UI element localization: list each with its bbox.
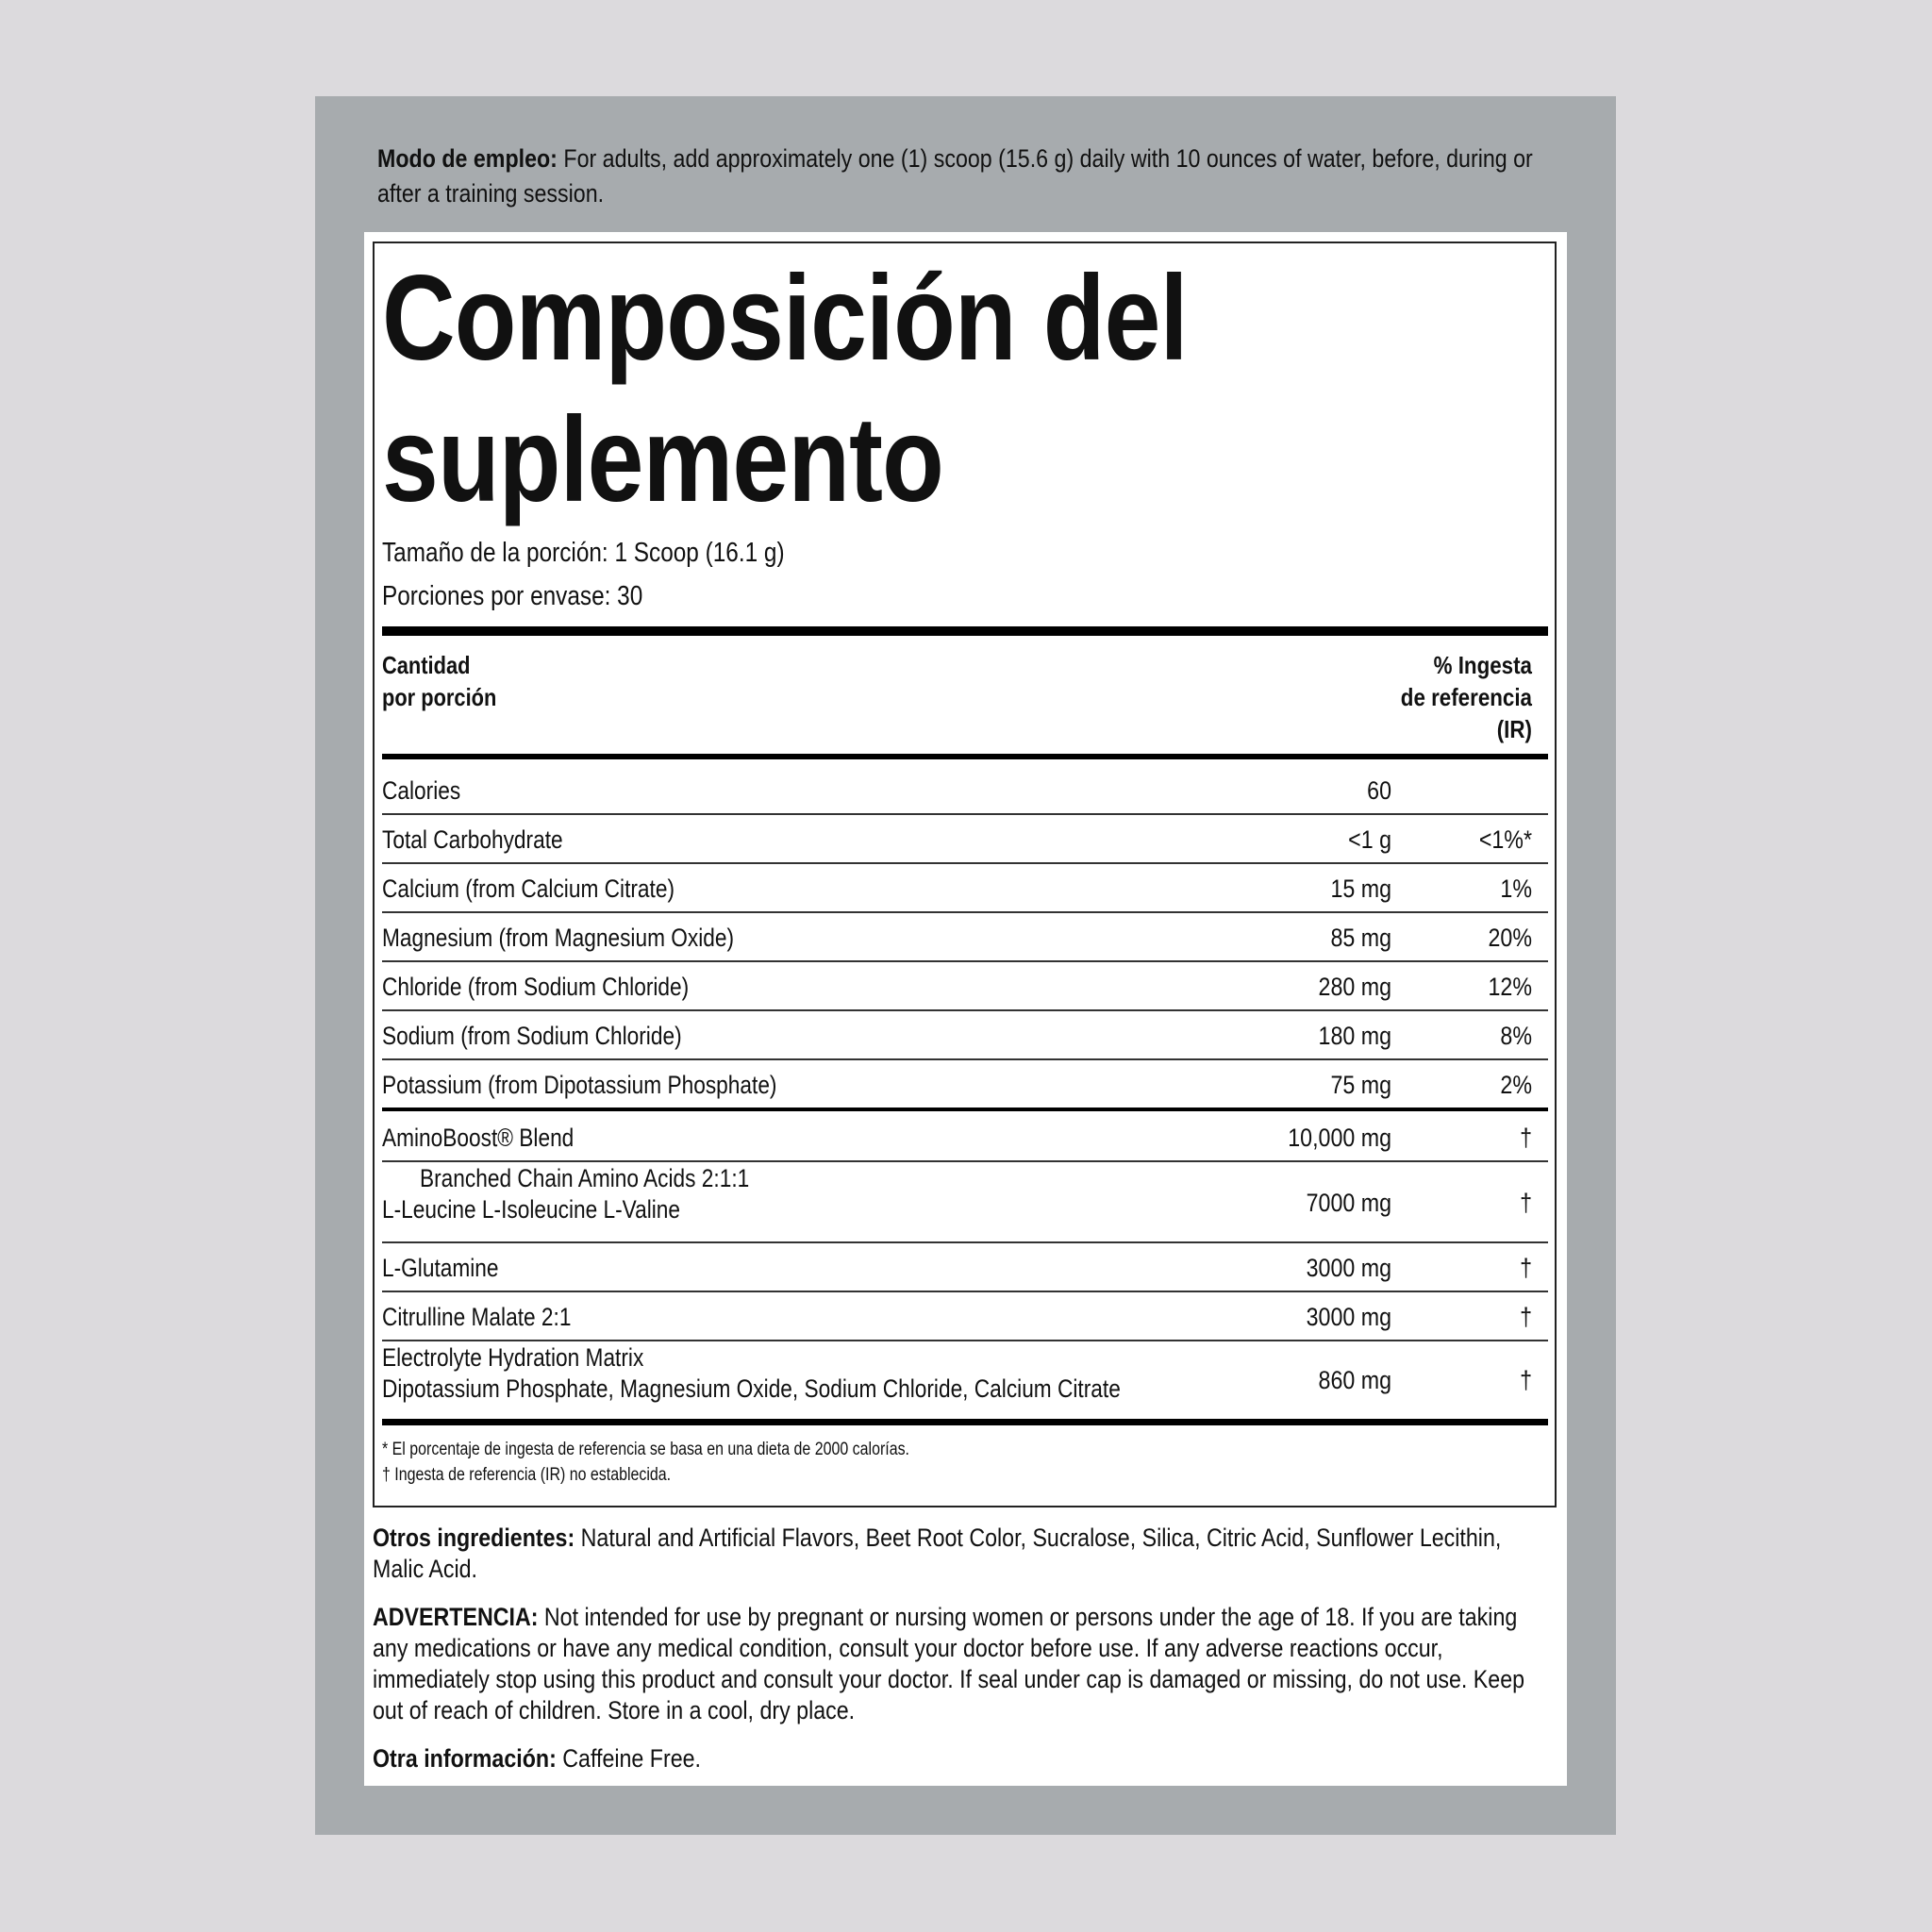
row-divider — [382, 1241, 1548, 1243]
header-right-line3: (IR) — [1496, 715, 1532, 743]
row-percent: 20% — [1488, 924, 1532, 952]
directions-body: For adults, add approximately one (1) scoop (15.6 g) daily with 10 ounces of water, before, during or after a training session. — [377, 144, 1533, 208]
row-amount: 85 mg — [1330, 924, 1391, 952]
warning-text: Not intended for use by pregnant or nursing women or persons under the age of 18. If you are taking any medications or have any medical condition, consult your doctor before use. If any adverse reactions occur, immediately stop using this product and consult your doctor. If seal under cap is damaged or missing, do not use. Keep out of reach of children. Store in a cool, dry place. — [373, 1603, 1525, 1724]
row-percent: † — [1520, 1189, 1532, 1217]
amount-per-serving-header — [382, 649, 496, 713]
directions-label: Modo de empleo: — [377, 144, 558, 173]
row-amount: 75 mg — [1330, 1071, 1391, 1099]
row-name: L-Glutamine — [382, 1254, 499, 1282]
other-info — [373, 1743, 1557, 1774]
other-info-text: Caffeine Free. — [562, 1744, 702, 1773]
row-amount: 860 mg — [1318, 1366, 1391, 1394]
row-percent: 2% — [1500, 1071, 1532, 1099]
footnote-percent: * El porcentaje de ingesta de referencia se basa en una dieta de 2000 calorías. — [382, 1440, 909, 1459]
header-left-line2: por porción — [382, 683, 497, 711]
facts-title-line1: Composición del — [382, 251, 1188, 386]
row-amount: 7000 mg — [1306, 1189, 1391, 1217]
row-subtext: L-Leucine L-Isoleucine L-Valine — [382, 1195, 681, 1224]
row-percent: 1% — [1500, 874, 1532, 903]
other-info-label: Otra información: — [373, 1744, 557, 1773]
row-amount: 280 mg — [1318, 973, 1391, 1001]
facts-title-line2: suplemento — [382, 392, 943, 527]
row-divider — [382, 1108, 1548, 1111]
row-subtext: Dipotassium Phosphate, Magnesium Oxide, Sodium Chloride, Calcium Citrate — [382, 1374, 1121, 1403]
row-name: Branched Chain Amino Acids 2:1:1 — [420, 1164, 750, 1192]
warning — [373, 1602, 1557, 1726]
row-percent: † — [1520, 1124, 1532, 1152]
row-amount: 10,000 mg — [1288, 1124, 1391, 1152]
row-name: Sodium (from Sodium Chloride) — [382, 1022, 682, 1050]
other-ingredients — [373, 1523, 1557, 1585]
row-name: Calcium (from Calcium Citrate) — [382, 874, 675, 903]
row-amount: 15 mg — [1330, 874, 1391, 903]
row-name: Calories — [382, 776, 461, 805]
row-percent: <1%* — [1478, 825, 1532, 854]
row-divider — [382, 862, 1548, 864]
row-percent: † — [1520, 1254, 1532, 1282]
row-divider — [382, 813, 1548, 815]
header-right-line1: % Ingesta — [1433, 651, 1532, 679]
row-percent: † — [1520, 1303, 1532, 1331]
row-amount: 180 mg — [1318, 1022, 1391, 1050]
directions-text — [377, 142, 1545, 211]
serving-size: Tamaño de la porción: 1 Scoop (16.1 g) — [382, 538, 785, 568]
row-amount: <1 g — [1348, 825, 1391, 854]
row-name: Electrolyte Hydration Matrix — [382, 1343, 644, 1372]
row-divider — [382, 1009, 1548, 1011]
row-name: Potassium (from Dipotassium Phosphate) — [382, 1071, 777, 1099]
other-ingredients-text: Natural and Artificial Flavors, Beet Root Color, Sucralose, Silica, Citric Acid, Sunflower Lecithin, Malic Acid. — [373, 1524, 1502, 1583]
row-amount: 60 — [1367, 776, 1391, 805]
warning-label: ADVERTENCIA: — [373, 1603, 539, 1631]
header-right-line2: de referencia — [1400, 683, 1532, 711]
reference-intake-header — [1289, 649, 1532, 745]
row-name: AminoBoost® Blend — [382, 1124, 575, 1152]
row-name: Magnesium (from Magnesium Oxide) — [382, 924, 735, 952]
row-divider — [382, 1291, 1548, 1292]
row-divider — [382, 960, 1548, 962]
row-percent: 12% — [1488, 973, 1532, 1001]
row-divider — [382, 1058, 1548, 1060]
thick-rule-header — [382, 754, 1548, 759]
row-divider — [382, 911, 1548, 913]
row-percent: 8% — [1500, 1022, 1532, 1050]
row-name: Total Carbohydrate — [382, 825, 563, 854]
row-amount: 3000 mg — [1306, 1254, 1391, 1282]
footnote-dagger: † Ingesta de referencia (IR) no establecida. — [382, 1465, 672, 1485]
row-percent: † — [1520, 1366, 1532, 1394]
facts-title — [382, 248, 1333, 531]
thick-rule-bottom — [382, 1419, 1548, 1425]
servings-per-container: Porciones por envase: 30 — [382, 581, 643, 611]
header-left-line1: Cantidad — [382, 651, 471, 679]
row-name: Citrulline Malate 2:1 — [382, 1303, 572, 1331]
row-amount: 3000 mg — [1306, 1303, 1391, 1331]
thick-rule-top — [382, 626, 1548, 636]
row-name: Chloride (from Sodium Chloride) — [382, 973, 690, 1001]
other-ingredients-label: Otros ingredientes: — [373, 1524, 575, 1552]
